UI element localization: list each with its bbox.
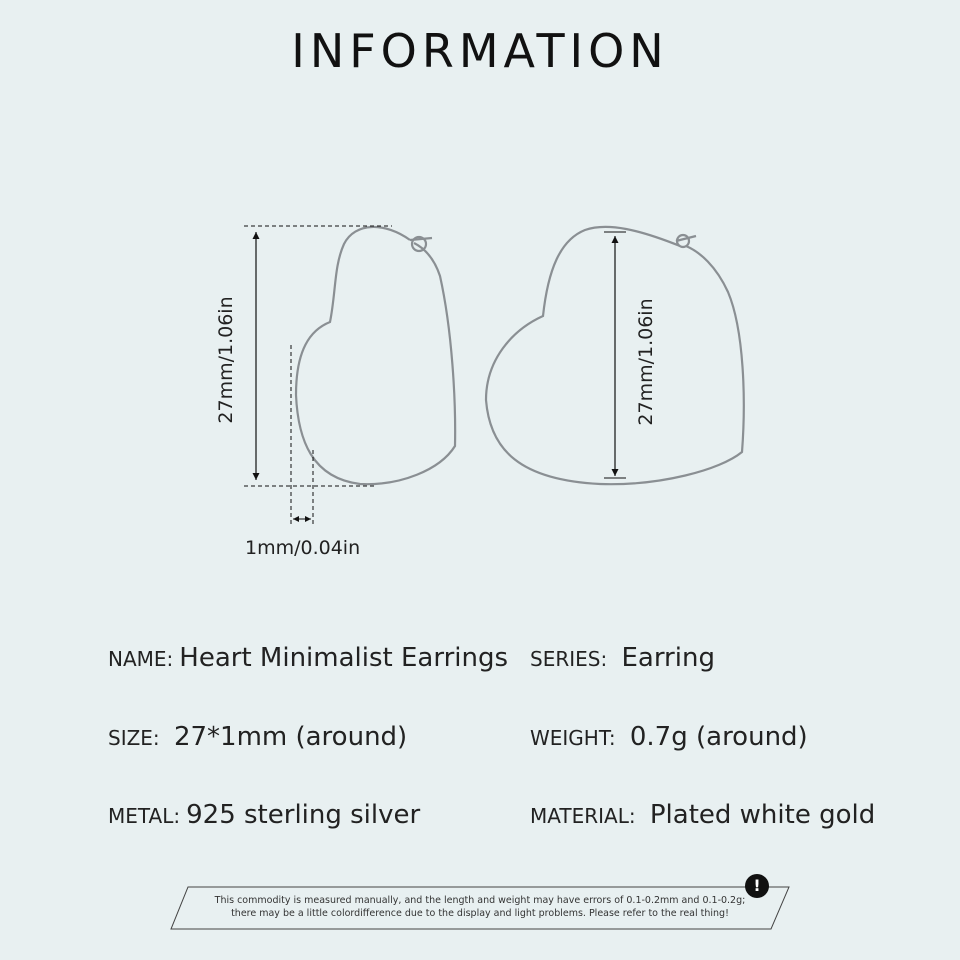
left-height-dimension <box>215 226 392 486</box>
spec-weight <box>530 722 808 752</box>
spec-metal-value: 925 sterling silver <box>186 800 421 830</box>
spec-name <box>108 643 508 673</box>
spec-material-label: MATERIAL: <box>530 804 636 828</box>
spec-weight-value: 0.7g (around) <box>629 722 808 752</box>
exclamation-icon: ! <box>745 874 769 898</box>
spec-series-label: SERIES: <box>530 647 608 671</box>
spec-size-label: SIZE: <box>108 726 160 750</box>
spec-size <box>108 722 407 752</box>
spec-weight-label: WEIGHT: <box>530 726 616 750</box>
right-height-label: 27mm/1.06in <box>635 298 657 426</box>
spec-size-value: 27*1mm (around) <box>173 722 408 752</box>
left-height-label: 27mm/1.06in <box>215 296 237 424</box>
right-height-dimension <box>615 236 657 476</box>
thickness-label: 1mm/0.04in <box>245 537 361 559</box>
spec-series-value: Earring <box>621 643 715 673</box>
spec-metal-label: METAL: <box>108 804 181 828</box>
disclaimer-notice <box>170 876 790 930</box>
spec-name-label: NAME: <box>108 647 174 671</box>
spec-name-value: Heart Minimalist Earrings <box>179 643 509 673</box>
notice-text <box>200 894 760 920</box>
page-title: INFORMATION <box>291 24 669 78</box>
spec-series <box>530 643 715 673</box>
notice-line-1: This commodity is measured manually, and the length and weight may have errors of 0.1-0.2mm and 0.1-0.2g; <box>214 895 746 906</box>
spec-metal <box>108 800 420 830</box>
spec-material-value: Plated white gold <box>649 800 876 830</box>
spec-material <box>530 800 875 830</box>
left-earring <box>296 227 455 484</box>
notice-line-2: there may be a little colordifference due to the display and light problems. Please refer to the real thing! <box>231 908 729 919</box>
thickness-dimension <box>245 345 360 559</box>
